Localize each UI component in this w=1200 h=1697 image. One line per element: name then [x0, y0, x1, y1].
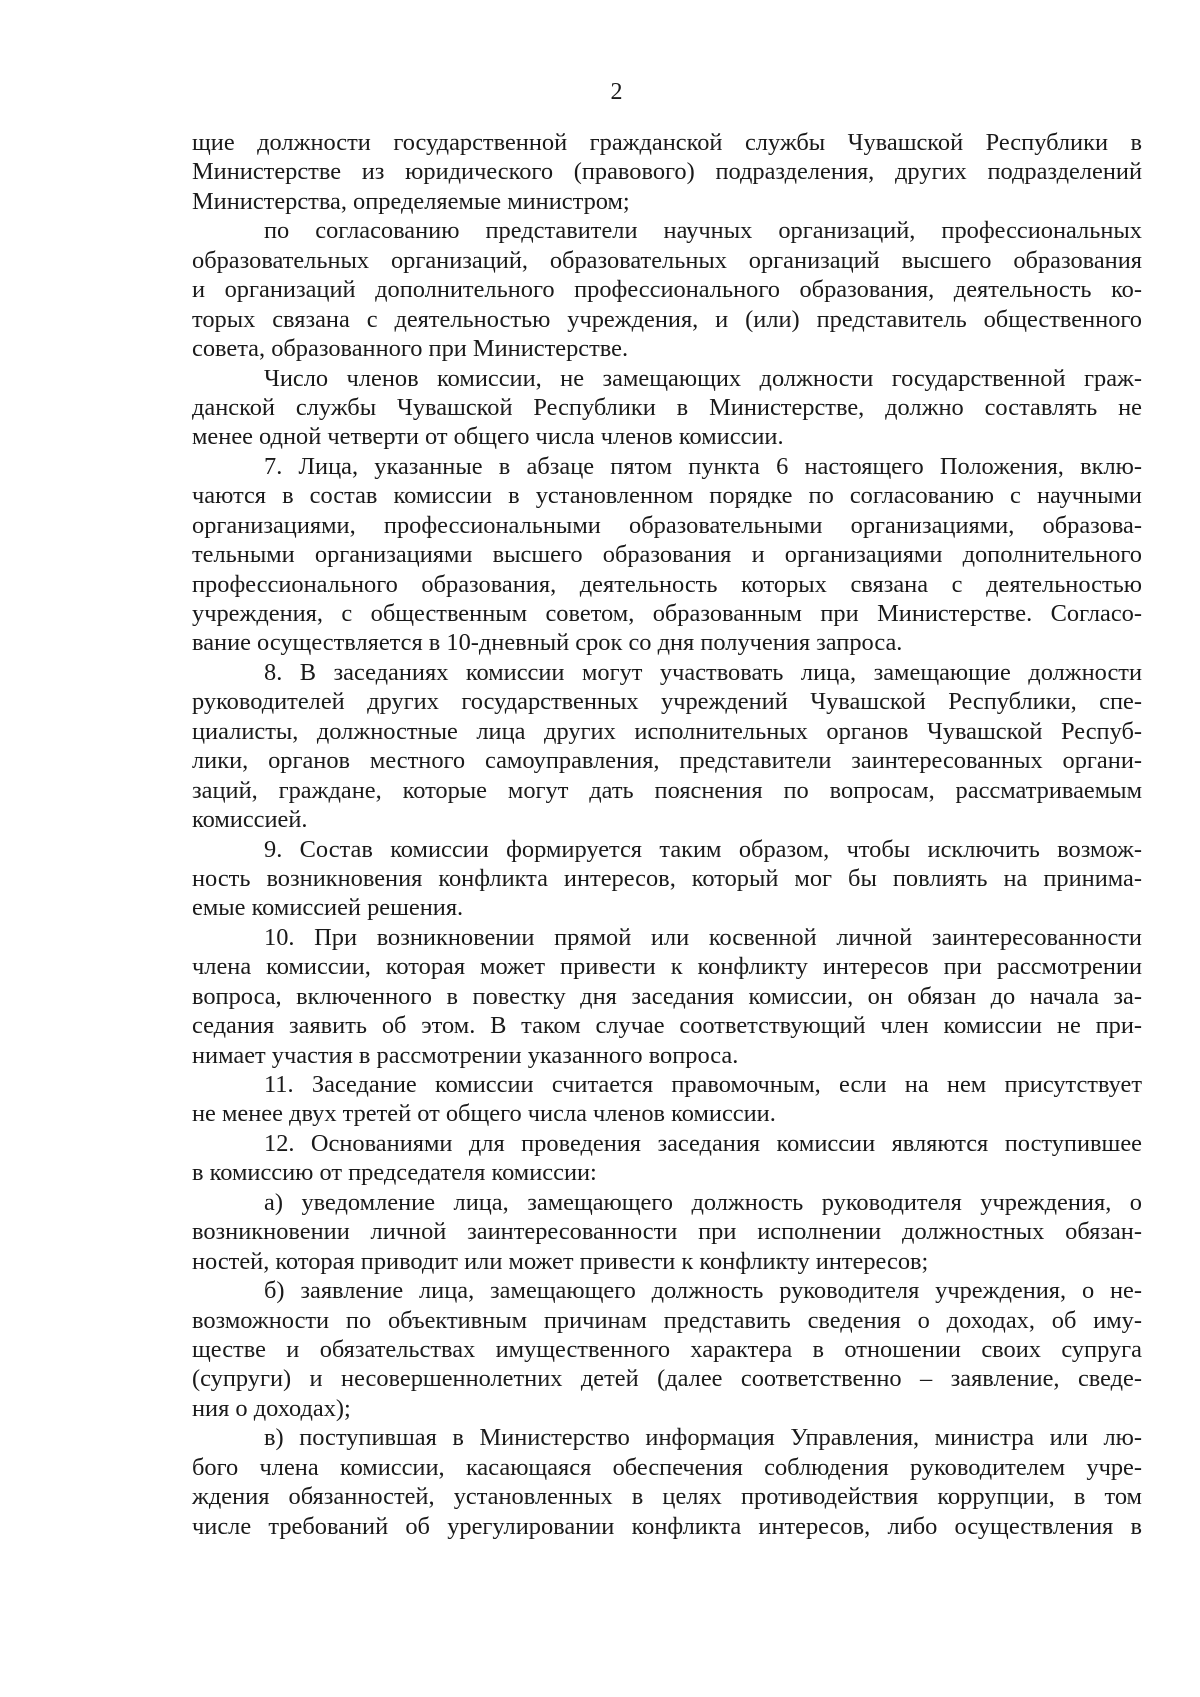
- text-line: члена комиссии, которая может привести к конфликту интересов при рассмотрении: [192, 953, 1142, 981]
- text-line: менее одной четверти от общего числа членов комиссии.: [192, 423, 784, 451]
- text-line: щие должности государственной гражданской службы Чувашской Республики в: [192, 129, 1142, 156]
- text-line: не менее двух третей от общего числа членов комиссии.: [192, 1100, 776, 1128]
- text-line: нимает участия в рассмотрении указанного вопроса.: [192, 1041, 739, 1069]
- text-line: 8. В заседаниях комиссии могут участвовать лица, замещающие должности: [264, 658, 1142, 686]
- text-line: 10. При возникновении прямой или косвенной личной заинтересованности: [264, 923, 1142, 951]
- text-line: чаются в состав комиссии в установленном порядке по согласованию с научными: [192, 482, 1142, 510]
- text-line: организациями, профессиональными образовательными организациями, образова-: [192, 511, 1142, 539]
- text-line: образовательных организаций, образовательных организаций высшего образования: [192, 246, 1142, 274]
- text-line: ждения обязанностей, установленных в целях противодействия коррупции, в том: [192, 1483, 1142, 1511]
- text-line: лики, органов местного самоуправления, представители заинтересованных органи-: [192, 747, 1142, 775]
- text-line: циалисты, должностные лица других исполнительных органов Чувашской Респуб-: [192, 717, 1142, 745]
- text-line: ность возникновения конфликта интересов, который мог бы повлиять на принима-: [192, 864, 1142, 892]
- text-line: возникновении личной заинтересованности при исполнении должностных обязан-: [192, 1218, 1142, 1246]
- text-line: ществе и обязательствах имущественного характера в отношении своих супруга: [192, 1335, 1142, 1363]
- text-line: числе требований об урегулировании конфликта интересов, либо осуществления в: [192, 1512, 1142, 1540]
- text-line: совета, образованного при Министерстве.: [192, 335, 629, 363]
- text-line: 9. Состав комиссии формируется таким образом, чтобы исключить возмож-: [264, 835, 1142, 863]
- text-line: данской службы Чувашской Республики в Министерстве, должно составлять не: [192, 393, 1142, 421]
- text-line: седания заявить об этом. В таком случае соответствующий член комиссии не при-: [192, 1012, 1142, 1040]
- text-line: комиссией.: [192, 806, 308, 834]
- text-line: Число членов комиссии, не замещающих должности государственной граж-: [264, 364, 1142, 392]
- text-line: вопроса, включенного в повестку дня заседания комиссии, он обязан до начала за-: [192, 982, 1142, 1010]
- text-line: руководителей других государственных учреждений Чувашской Республики, спе-: [192, 688, 1142, 716]
- text-line: возможности по объективным причинам представить сведения о доходах, об иму-: [192, 1306, 1142, 1334]
- text-line: заций, граждане, которые могут дать пояснения по вопросам, рассматриваемым: [192, 776, 1142, 804]
- text-line: (супруги) и несовершеннолетних детей (далее соответственно – заявление, сведе-: [192, 1365, 1142, 1393]
- text-line: вание осуществляется в 10-дневный срок со дня получения запроса.: [192, 629, 903, 657]
- text-line: б) заявление лица, замещающего должность руководителя учреждения, о не-: [264, 1277, 1142, 1305]
- text-line: емые комиссией решения.: [192, 894, 464, 922]
- text-line: Министерстве из юридического (правового) подразделения, других подразделений: [192, 158, 1142, 186]
- page-number: 2: [610, 79, 623, 105]
- text-line: 7. Лица, указанные в абзаце пятом пункта 6 настоящего Положения, вклю-: [264, 452, 1142, 480]
- text-line: Министерства, определяемые министром;: [192, 187, 630, 215]
- text-line: в комиссию от председателя комиссии:: [192, 1159, 597, 1187]
- text-line: учреждения, с общественным советом, образованным при Министерстве. Согласо-: [192, 600, 1142, 627]
- text-line: торых связана с деятельностью учреждения, и (или) представитель общественного: [192, 305, 1142, 333]
- text-line: бого члена комиссии, касающаяся обеспечения соблюдения руководителем учре-: [192, 1453, 1142, 1481]
- text-line: ностей, которая приводит или может привести к конфликту интересов;: [192, 1247, 929, 1275]
- text-line: в) поступившая в Министерство информация Управления, министра или лю-: [264, 1424, 1142, 1452]
- text-line: и организаций дополнительного профессионального образования, деятельность ко-: [192, 276, 1142, 304]
- text-line: профессионального образования, деятельность которых связана с деятельностью: [192, 570, 1142, 598]
- text-line: тельными организациями высшего образования и организациями дополнительного: [192, 541, 1142, 569]
- text-line: 11. Заседание комиссии считается правомочным, если на нем присутствует: [264, 1071, 1142, 1098]
- document-body: [192, 128, 1142, 1541]
- text-line: по согласованию представители научных организаций, профессиональных: [264, 217, 1142, 245]
- text-line: ния о доходах);: [192, 1394, 351, 1422]
- text-line: 12. Основаниями для проведения заседания комиссии являются поступившее: [264, 1129, 1142, 1157]
- text-line: а) уведомление лица, замещающего должность руководителя учреждения, о: [264, 1188, 1142, 1216]
